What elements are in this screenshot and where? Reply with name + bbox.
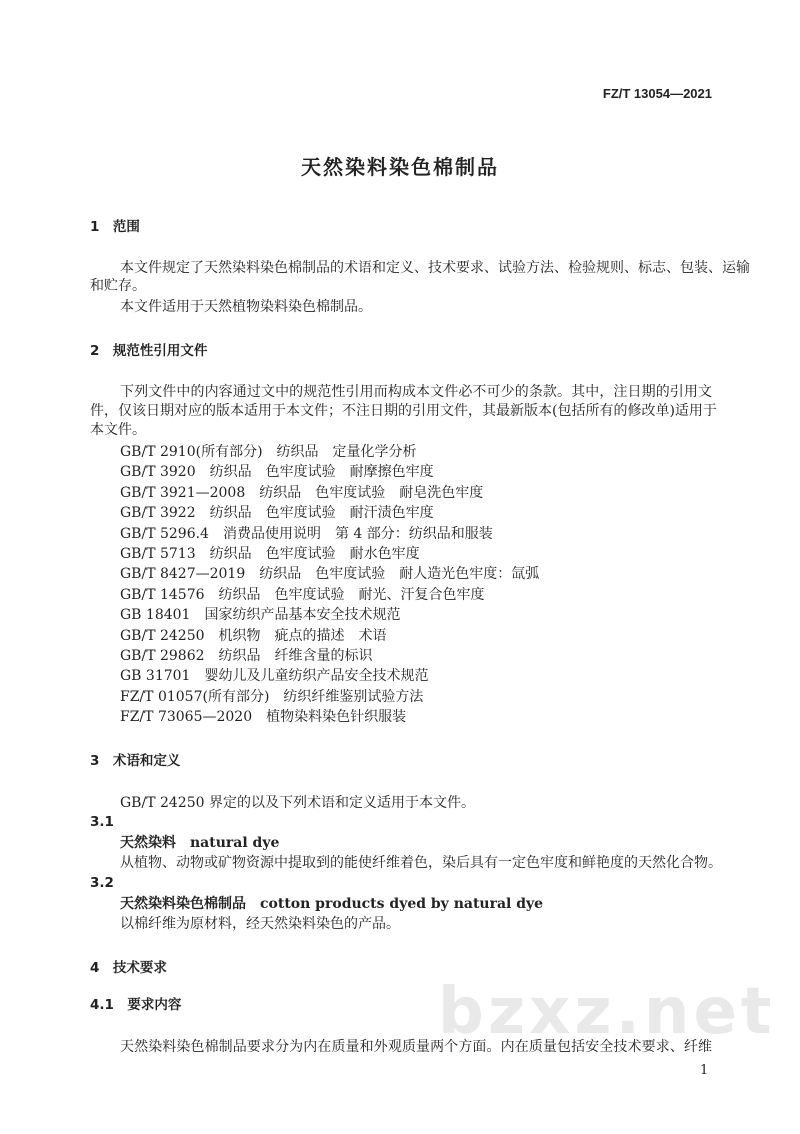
reference-title-part: 色牢度试验 [315, 566, 386, 583]
term-number: 3.1 [90, 814, 114, 830]
reference-item [120, 627, 401, 645]
reference-code: GB/T 5713 [120, 546, 196, 562]
reference-title-part: 耐水色牢度 [349, 546, 420, 562]
reference-item [120, 606, 414, 624]
reference-title-part: 纺织品 [209, 464, 252, 481]
reference-title-part: 纤维含量的标识 [274, 648, 373, 664]
reference-item [120, 443, 431, 461]
reference-code: FZ/T 73065—2020 [120, 709, 253, 726]
reference-code: GB/T 3922 [120, 505, 196, 522]
term-title: 天然染料 natural dye [120, 835, 280, 851]
reference-title-part: 耐摩擦色牢度 [349, 464, 434, 481]
section-3-heading: 3 术语和定义 [90, 753, 181, 769]
paragraph-line: 件，仅该日期对应的版本适用于本文件；不注日期的引用文件，其最新版本(包括所有的修改单)适用于 [90, 403, 717, 419]
reference-item [120, 525, 507, 543]
paragraph-line: 和贮存。 [90, 278, 146, 294]
reference-item [120, 504, 448, 522]
reference-title-part: 色牢度试验 [274, 586, 345, 603]
reference-code: GB 18401 [120, 607, 191, 624]
reference-title-part: 术语 [358, 627, 387, 644]
paragraph-line: 本文件规定了天然染料染色棉制品的术语和定义、技术要求、试验方法、检验规则、标志、包装、运输 [120, 260, 750, 276]
term-number: 3.2 [90, 875, 114, 891]
reference-item [120, 647, 387, 665]
reference-title-part: 色牢度试验 [265, 546, 336, 562]
reference-title-part: 耐光、汗复合色牢度 [358, 586, 485, 603]
reference-title-part: 纺织品 [209, 505, 252, 522]
reference-item [120, 484, 497, 502]
reference-code: GB/T 3920 [120, 464, 196, 481]
reference-title-part: 纺织品 [218, 648, 261, 664]
subsection-4-1-heading: 4.1 要求内容 [90, 997, 182, 1013]
reference-item [120, 708, 420, 726]
standard-number: FZ/T 13054—2021 [602, 86, 712, 101]
reference-item [120, 667, 442, 685]
reference-item [120, 463, 448, 481]
reference-item [120, 565, 553, 583]
reference-title-part: 色牢度试验 [265, 464, 336, 481]
reference-title-part: 色牢度试验 [265, 505, 336, 522]
reference-title-part: 第 4 部分：纺织品和服装 [334, 525, 493, 542]
reference-code: GB/T 14576 [120, 586, 205, 603]
reference-item [120, 586, 499, 604]
reference-title-part: 消费品使用说明 [222, 525, 321, 542]
reference-code: GB/T 5296.4 [120, 525, 209, 542]
reference-code: GB/T 3921—2008 [120, 484, 246, 501]
page-number: 1 [700, 1063, 709, 1078]
reference-title-part: 纺织品 [218, 586, 261, 603]
reference-title-part: 耐人造光色牢度：氙弧 [399, 566, 540, 583]
section-4-heading: 4 技术要求 [90, 960, 167, 976]
paragraph-line: GB/T 24250 界定的以及下列术语和定义适用于本文件。 [120, 795, 475, 811]
reference-title-part: 纺织品 [259, 566, 302, 583]
reference-title-part: 纺织品 [209, 546, 252, 562]
reference-title-part: 纺织品 [276, 444, 319, 460]
reference-title-part: 国家纺织产品基本安全技术规范 [204, 607, 401, 624]
reference-item [120, 545, 434, 563]
reference-title-part: 机织物 [218, 627, 261, 644]
reference-code: GB/T 2910(所有部分) [120, 444, 263, 460]
term-title: 天然染料染色棉制品 cotton products dyed by natural dye [120, 896, 544, 912]
watermark: bzxz.net [438, 975, 776, 1049]
reference-code: GB 31701 [120, 668, 191, 685]
term-definition: 从植物、动物或矿物资源中提取到的能使纤维着色，染后具有一定色牢度和鲜艳度的天然化合物。 [120, 855, 722, 871]
paragraph-line: 本文件适用于天然植物染料染色棉制品。 [120, 299, 372, 315]
reference-code: GB/T 8427—2019 [120, 566, 246, 583]
reference-title-part: 耐皂洗色牢度 [399, 484, 484, 501]
reference-code: GB/T 24250 [120, 627, 205, 644]
reference-title-part: 纺织纤维鉴别试验方法 [283, 688, 424, 705]
paragraph-line: 本文件。 [90, 422, 146, 438]
reference-title-part: 色牢度试验 [315, 484, 386, 501]
reference-title-part: 植物染料染色针织服装 [266, 709, 407, 726]
reference-title-part: 纺织品 [259, 484, 302, 501]
reference-title-part: 耐汗渍色牢度 [349, 505, 434, 522]
reference-item [120, 688, 437, 706]
paragraph-line: 天然染料染色棉制品要求分为内在质量和外观质量两个方面。内在质量包括安全技术要求、纤维 [120, 1039, 712, 1055]
document-title: 天然染料染色棉制品 [301, 155, 499, 179]
reference-code: FZ/T 01057(所有部分) [120, 688, 270, 705]
term-definition: 以棉纤维为原材料，经天然染料染色的产品。 [120, 916, 400, 932]
reference-title-part: 定量化学分析 [332, 444, 417, 460]
paragraph-line: 下列文件中的内容通过文中的规范性引用而构成本文件必不可少的条款。其中，注日期的引用文 [120, 384, 712, 400]
reference-title-part: 疵点的描述 [274, 627, 345, 644]
section-2-heading: 2 规范性引用文件 [90, 343, 208, 359]
reference-code: GB/T 29862 [120, 648, 205, 664]
section-1-heading: 1 范围 [90, 219, 140, 235]
reference-title-part: 婴幼儿及儿童纺织产品安全技术规范 [204, 668, 429, 685]
